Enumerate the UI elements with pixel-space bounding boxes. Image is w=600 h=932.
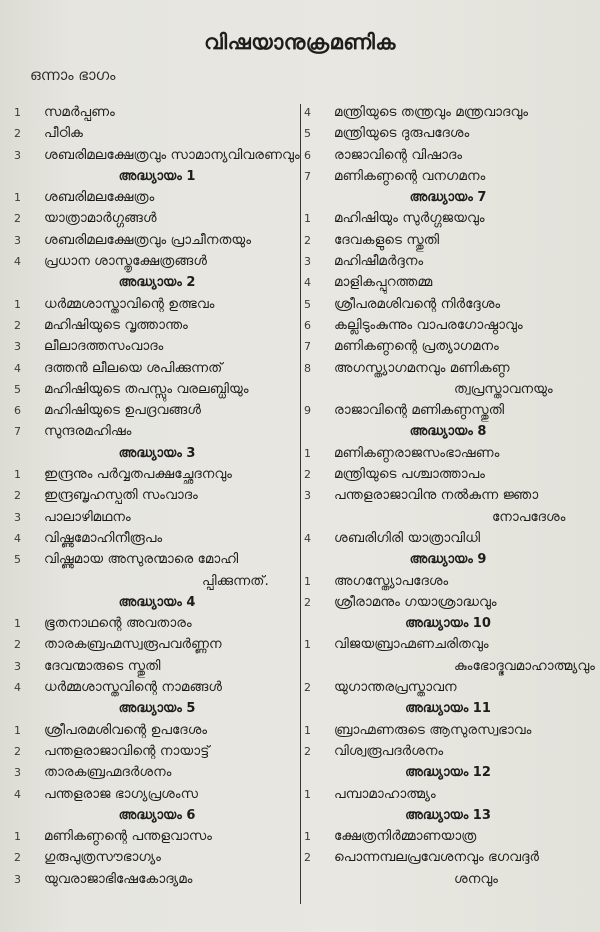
toc-entry-continuation (304, 657, 595, 678)
chapter-heading-text: അദ്ധ്യായം 5 (118, 701, 196, 717)
toc-entry (14, 827, 300, 848)
toc-entry-number: 4 (304, 531, 311, 545)
toc-entry-text: മഹിഷീമർദ്ദനം (334, 253, 424, 270)
toc-entry-text: ക്ഷേത്രനിർമ്മാണയാത്ര (334, 828, 477, 845)
toc-entry (14, 508, 300, 529)
toc-entry-number: 2 (304, 851, 311, 865)
toc-entry-number: 7 (14, 425, 21, 439)
toc-entry (14, 721, 300, 742)
toc-entry (14, 742, 300, 763)
toc-entry-text: മന്ത്രിയുടെ ദുരുപദേശം (334, 125, 470, 142)
toc-entry (304, 572, 592, 593)
toc-entry-text: മന്ത്രിയുടെ തന്ത്രവും മന്ത്രവാദവും (334, 104, 529, 120)
toc-entry-text: വിഷ്ണുമായ അസുരന്മാരെ മോഹി (44, 551, 239, 568)
toc-entry-number: 5 (304, 127, 311, 141)
chapter-heading-text: അദ്ധ്യായം 10 (405, 616, 491, 632)
toc-entry (14, 103, 300, 124)
toc-entry (14, 295, 300, 316)
toc-entry (304, 167, 592, 188)
toc-entry-text: വിശ്വരൂപദർശനം (334, 742, 444, 759)
toc-entry-number: 3 (14, 872, 21, 886)
toc-entry (14, 529, 300, 550)
toc-entry (14, 359, 300, 380)
toc-entry-number: 3 (14, 340, 21, 354)
toc-entry-text: പാലാഴിമഥനം (44, 508, 131, 525)
toc-entry-number: 1 (304, 212, 311, 226)
toc-entry-text: മണികണ്ഠന്റെ പ്രത്യാഗമനം (334, 338, 499, 355)
toc-entry-number: 1 (304, 723, 311, 737)
toc-entry-text: യാത്രാമാർഗ്ഗങ്ങൾ (44, 210, 157, 227)
toc-entry-text: പീഠിക (44, 125, 83, 142)
toc-entry (14, 486, 300, 507)
toc-entry (304, 721, 592, 742)
toc-entry-text: ഭൂതനാഥന്റെ അവതാരം (44, 615, 192, 632)
toc-entry-number: 5 (304, 297, 311, 311)
toc-entry-number: 2 (14, 851, 21, 865)
toc-entry (14, 614, 300, 635)
toc-entry (14, 465, 300, 486)
chapter-heading (14, 444, 300, 465)
toc-entry-number: 6 (304, 318, 311, 332)
toc-entry-number: 1 (14, 191, 21, 205)
toc-entry (304, 252, 592, 273)
toc-entry-number: 4 (14, 255, 21, 269)
toc-entry (304, 444, 592, 465)
toc-entry-number: 4 (14, 361, 21, 375)
toc-entry-number: 3 (304, 489, 311, 503)
toc-entry-number: 1 (14, 297, 21, 311)
toc-entry-number: 4 (14, 681, 21, 695)
toc-entry-number: 2 (14, 318, 21, 332)
toc-entry (14, 870, 300, 891)
toc-entry (14, 401, 300, 422)
toc-entry-number: 4 (14, 787, 21, 801)
toc-entry-number: 5 (14, 553, 21, 567)
toc-entry-continuation (304, 870, 592, 891)
toc-entry-text: യുഗാന്തരപ്രസ്താവന (334, 679, 457, 696)
chapter-heading-text: അദ്ധ്യായം 12 (405, 765, 491, 781)
toc-entry-text: ധർമ്മശാസ്താവിന്റെ ഉത്ഭവം (44, 295, 215, 312)
chapter-heading (304, 806, 592, 827)
chapter-heading-text: അദ്ധ്യായം 13 (405, 807, 491, 823)
toc-entry (304, 486, 592, 507)
chapter-heading (304, 763, 592, 784)
chapter-heading-text: അദ്ധ്യായം 3 (118, 445, 196, 461)
chapter-heading-text: അദ്ധ്യായം 8 (409, 424, 487, 440)
chapter-heading (14, 806, 300, 827)
chapter-heading (304, 699, 592, 720)
toc-entry-number: 2 (14, 744, 21, 758)
toc-entry-text: കല്ലിടുംകുന്നും വാപരഗോഷ്ഠാവും (334, 316, 523, 333)
toc-entry-text: ധർമ്മശാസ്തവിന്റെ നാമങ്ങൾ (44, 679, 223, 696)
toc-entry-text: ഗുരുപുത്രസൗഭാഗ്യം (44, 849, 161, 866)
chapter-heading (14, 167, 300, 188)
toc-entry (304, 593, 592, 614)
toc-entry-continuation (304, 508, 592, 529)
toc-entry (14, 678, 300, 699)
toc-entry-text: രാജാവിന്റെ മണികണ്ഠസ്തുതി (334, 402, 505, 419)
toc-entry-number: 2 (14, 489, 21, 503)
toc-entry-text: ഇന്ദ്രബൃഹസ്പതി സംവാദം (44, 487, 198, 504)
toc-entry (304, 103, 592, 124)
toc-entry (304, 209, 592, 230)
chapter-heading-text: അദ്ധ്യായം 7 (409, 190, 487, 206)
toc-entry-text: പ്പിക്കുന്നത്. (202, 572, 269, 589)
toc-entry-text: നോപദേശം (492, 508, 566, 525)
toc-entry-text: ബ്രാഹ്മണരുടെ ആസുരസ്വഭാവം (334, 721, 532, 738)
chapter-heading-text: അദ്ധ്യായം 6 (118, 807, 196, 823)
toc-entry (304, 401, 592, 422)
toc-entry-text: അഗസ്ത്യാഗമനവും മണികണ്ഠ (334, 359, 510, 376)
toc-entry-number: 1 (304, 638, 311, 652)
toc-entry-text: പന്തളരാജാവിനു നൽകുന്ന ജ്ഞാ (334, 487, 539, 504)
chapter-heading-text: അദ്ധ്യായം 1 (118, 168, 196, 184)
part-label: ഒന്നാം ഭാഗം (30, 66, 116, 84)
toc-entry-number: 2 (14, 127, 21, 141)
toc-entry-continuation (304, 380, 592, 401)
toc-entry (304, 827, 592, 848)
chapter-heading-text: അദ്ധ്യായം 4 (118, 594, 196, 610)
toc-entry-text: മണികണ്ഠരാജസംഭാഷണം (334, 444, 500, 461)
toc-entry (14, 550, 300, 571)
toc-entry-text: ശബരിമലക്ഷേത്രവും പ്രാചീനതയും (44, 231, 252, 248)
toc-entry (14, 124, 300, 145)
toc-entry-text: അഗസ്ത്യോപദേശം (334, 572, 449, 589)
toc-entry-text: സുന്ദരമഹിഷം (44, 423, 132, 440)
toc-entry (304, 848, 592, 869)
toc-entry-number: 7 (304, 169, 311, 183)
toc-entry-text: വിഷ്ണുമോഹിനീരൂപം (44, 529, 163, 546)
chapter-heading (304, 550, 592, 571)
toc-entry-number: 2 (304, 744, 311, 758)
toc-entry (14, 657, 300, 678)
toc-entry-number: 6 (14, 404, 21, 418)
page-title: വിഷയാനുക്രമണിക (204, 30, 396, 54)
toc-entry-text: ശബരിഗിരി യാത്രാവിധി (334, 529, 481, 546)
toc-entry-text: മഹിഷിയും സുർഗ്ഗജയവും (334, 210, 485, 227)
toc-entry-number: 7 (304, 340, 311, 354)
toc-entry-text: ഇന്ദ്രനും പർവ്വതപക്ഷച്ഛേദനവും (44, 466, 232, 483)
toc-entry-number: 1 (304, 446, 311, 460)
toc-entry-number: 1 (14, 106, 21, 119)
toc-entry-text: കുംഭോദ്ഭവമാഹാത്മ്യവും (454, 657, 595, 674)
toc-entry-text: പമ്പാമാഹാത്മ്യം (334, 785, 436, 802)
toc-entry-number: 2 (14, 638, 21, 652)
toc-entry-number: 4 (14, 531, 21, 545)
toc-entry-text: ത്വപ്രസ്താവനയും (454, 380, 553, 397)
toc-entry (304, 529, 592, 550)
toc-entry-text: ശ്രീപരമശിവന്റെ നിർദ്ദേശം (334, 295, 501, 312)
toc-entry (14, 422, 300, 443)
toc-entry-number: 1 (304, 830, 311, 844)
toc-entry (14, 763, 300, 784)
toc-entry-text: ശബരിമലക്ഷേത്രം (44, 189, 155, 206)
toc-entry-text: മാളികപ്പുറത്തമ്മ (334, 274, 433, 291)
toc-entry (304, 337, 592, 358)
chapter-heading-text: അദ്ധ്യായം 9 (409, 552, 487, 568)
toc-column-right (304, 103, 595, 891)
toc-entry-number: 1 (14, 723, 21, 737)
toc-entry (14, 316, 300, 337)
toc-entry (304, 465, 592, 486)
toc-entry (14, 337, 300, 358)
toc-entry-text: മന്ത്രിയുടെ പശ്ചാത്താപം (334, 466, 485, 483)
toc-entry-number: 3 (14, 510, 21, 524)
toc-entry-number: 1 (14, 617, 21, 631)
toc-entry-text: മഹിഷിയുടെ വൃത്താന്തം (44, 316, 188, 333)
toc-entry-text: ദേവകളുടെ സ്തുതി (334, 231, 440, 248)
toc-entry-number: 1 (304, 574, 311, 588)
toc-entry (14, 635, 300, 656)
chapter-heading (14, 593, 300, 614)
toc-entry (304, 785, 592, 806)
toc-entry-text: രാജാവിന്റെ വിഷാദം (334, 146, 463, 163)
toc-entry (304, 146, 592, 167)
toc-entry-text: ശനവും (454, 870, 498, 887)
toc-entry-text: ദേവന്മാരുടെ സ്തുതി (44, 657, 161, 674)
toc-entry (304, 273, 592, 294)
toc-entry (14, 231, 300, 252)
toc-entry (304, 316, 592, 337)
toc-entry-number: 3 (14, 766, 21, 780)
toc-entry (304, 124, 592, 145)
toc-entry (304, 295, 592, 316)
toc-entry-number: 2 (304, 595, 311, 609)
chapter-heading-text: അദ്ധ്യായം 11 (405, 701, 491, 717)
toc-entry-number: 2 (304, 233, 311, 247)
toc-entry-text: താരകബ്രഹ്മദർശനം (44, 764, 172, 781)
toc-entry (304, 742, 592, 763)
toc-column-left (14, 103, 300, 891)
toc-entry-text: സമർപ്പണം (44, 104, 115, 120)
toc-entry-text: പന്തളരാജ ഭാഗ്യപ്രശംസ (44, 785, 199, 802)
toc-entry-text: ശബരിമലക്ഷേത്രവും സാമാന്യവിവരണവും (44, 146, 300, 163)
chapter-heading (14, 273, 300, 294)
toc-entry-number: 2 (304, 681, 311, 695)
toc-entry-number: 5 (14, 382, 21, 396)
toc-entry-text: ശ്രീപരമശിവന്റെ ഉപദേശം (44, 721, 208, 738)
toc-entry-text: പന്തളരാജാവിന്റെ നായാട്ട് (44, 742, 210, 759)
toc-entry-number: 4 (304, 276, 311, 290)
toc-entry-number: 1 (14, 830, 21, 844)
chapter-heading (304, 188, 592, 209)
toc-entry-number: 3 (14, 233, 21, 247)
toc-entry-text: മണികണ്ഠന്റെ വനഗമനം (334, 167, 486, 184)
toc-entry (14, 785, 300, 806)
toc-entry-text: മഹിഷിയുടെ തപസ്സും വരലബ്ധിയും (44, 380, 249, 397)
chapter-heading-text: അദ്ധ്യായം 2 (118, 275, 196, 291)
toc-entry-text: യുവരാജാഭിഷേകോദ്യമം (44, 870, 193, 887)
toc-entry-number: 1 (14, 468, 21, 482)
toc-entry-text: പ്രധാന ശാസ്തൃക്ഷേത്രങ്ങൾ (44, 253, 208, 270)
toc-entry-continuation (14, 572, 300, 593)
toc-entry-text: മഹിഷിയുടെ ഉപദ്രവങ്ങൾ (44, 402, 202, 419)
toc-entry-number: 3 (14, 148, 21, 162)
chapter-heading (14, 699, 300, 720)
toc-entry-text: ലീലാദത്തസംവാദം (44, 338, 164, 355)
toc-entry (14, 188, 300, 209)
toc-entry (304, 359, 592, 380)
chapter-heading (304, 614, 592, 635)
toc-entry-number: 3 (14, 659, 21, 673)
toc-entry-number: 9 (304, 404, 311, 418)
toc-entry-number: 2 (14, 212, 21, 226)
toc-entry (14, 848, 300, 869)
toc-entry-text: ദത്തൻ ലീലയെ ശപിക്കുന്നത് (44, 359, 223, 376)
toc-entry-number: 1 (304, 787, 311, 801)
toc-entry-text: താരകബ്രഹ്മസ്വരൂപവർണ്ണന (44, 636, 222, 653)
toc-entry (304, 635, 592, 656)
toc-entry-number: 3 (304, 255, 311, 269)
toc-entry-number: 8 (304, 361, 311, 375)
toc-entry-number: 6 (304, 148, 311, 162)
chapter-heading (304, 422, 592, 443)
toc-entry-text: ശ്രീരാമനും ഗയാശ്രാദ്ധവും (334, 593, 497, 610)
toc-entry-number: 4 (304, 106, 311, 119)
toc-entry (14, 146, 300, 167)
toc-entry-text: വിജയബ്രാഹ്മണചരിതവും (334, 636, 489, 653)
toc-entry (14, 380, 300, 401)
toc-entry-text: പൊന്നമ്പലപ്രവേശനവും ഭഗവദ്ദർ (334, 849, 539, 866)
column-divider (300, 104, 301, 904)
toc-entry (304, 231, 592, 252)
toc-entry (14, 209, 300, 230)
toc-entry-number: 2 (304, 468, 311, 482)
toc-entry (14, 252, 300, 273)
toc-entry (304, 678, 592, 699)
toc-entry-text: മണികണ്ഠന്റെ പന്തളവാസം (44, 828, 212, 845)
